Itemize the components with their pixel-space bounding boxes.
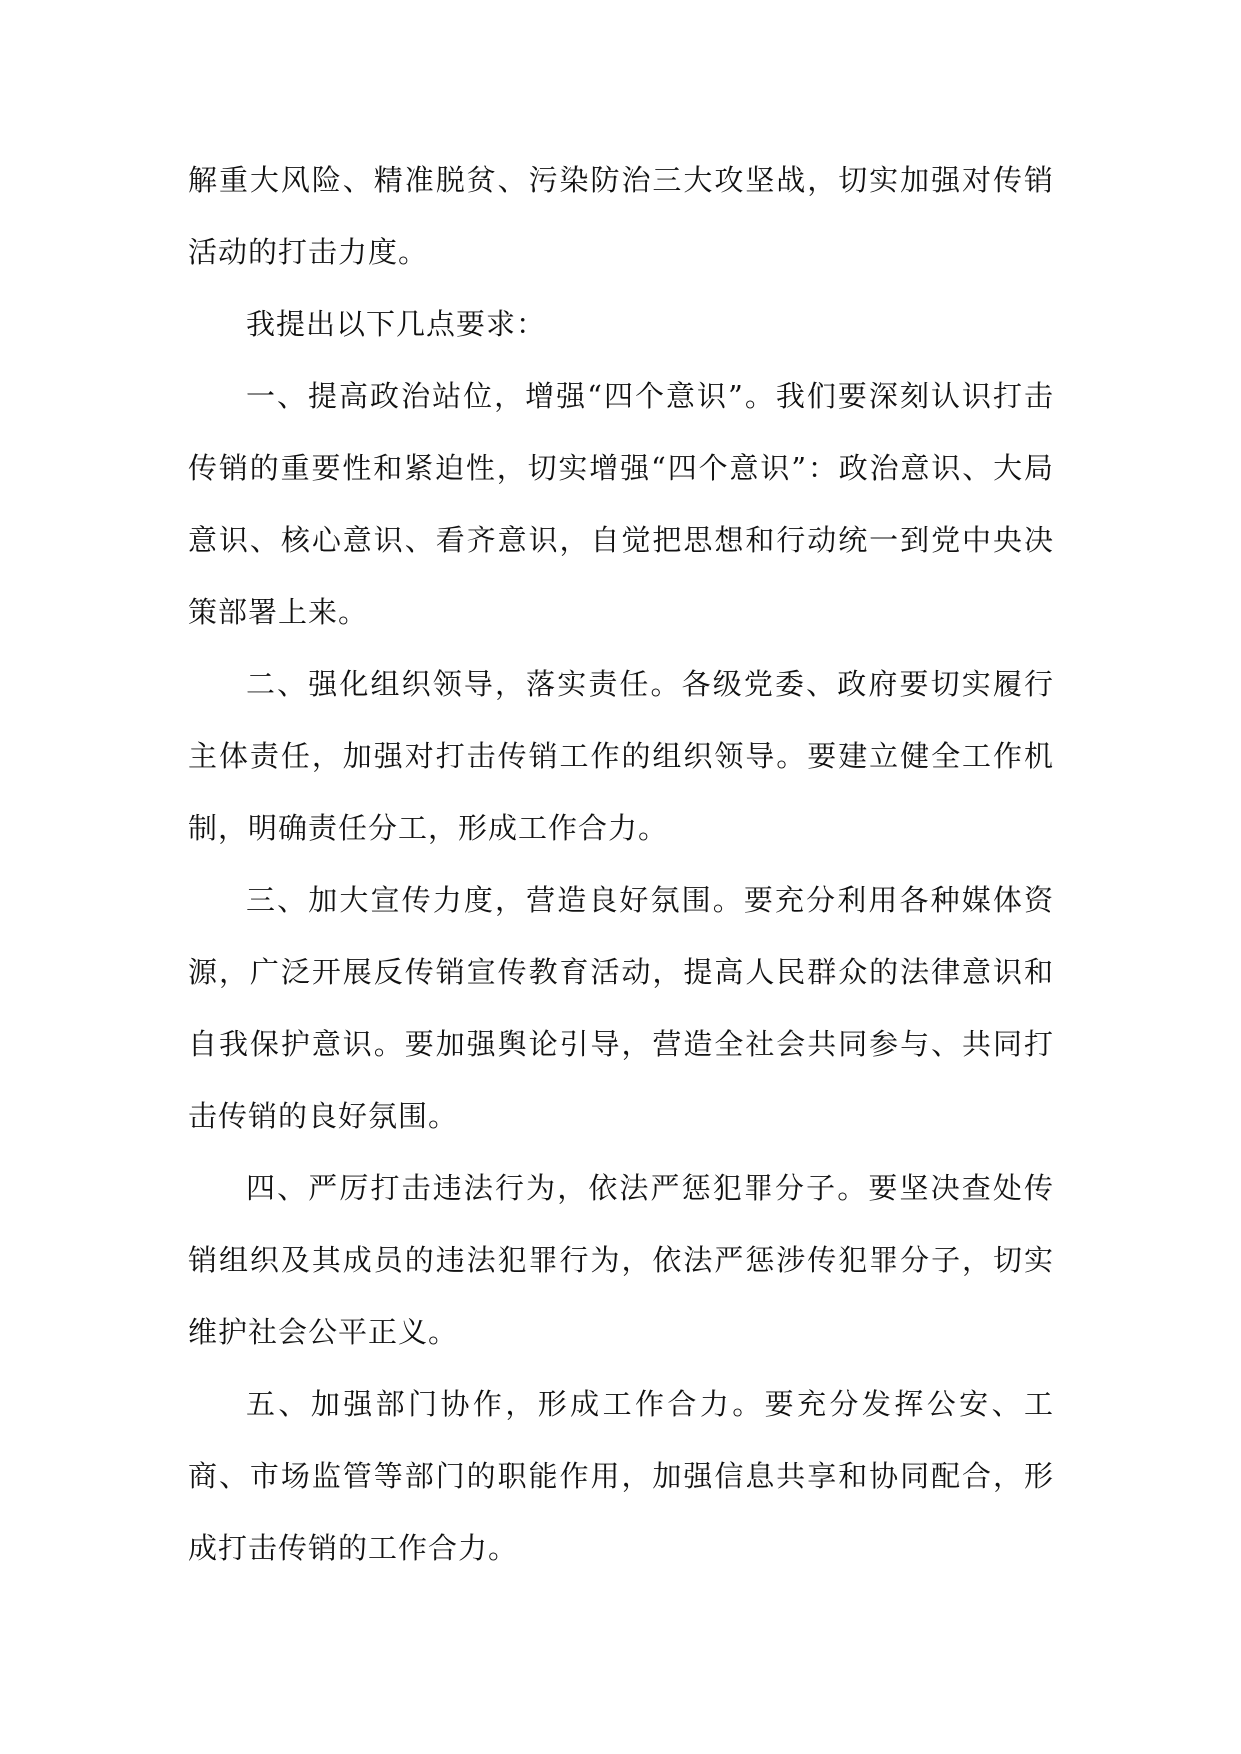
paragraph-point-1: 一、提高政治站位，增强“四个意识”。我们要深刻认识打击传销的重要性和紧迫性，切实增强“四个意识”：政治意识、大局意识、核心意识、看齐意识，自觉把思想和行动统一到党中央决策部署上来。 bbox=[188, 379, 1054, 629]
paragraph-point-4: 四、严厉打击违法行为，依法严惩犯罪分子。要坚决查处传销组织及其成员的违法犯罪行为，依法严惩涉传犯罪分子，切实维护社会公平正义。 bbox=[188, 1171, 1054, 1349]
paragraph-point-5: 五、加强部门协作，形成工作合力。要充分发挥公安、工商、市场监管等部门的职能作用，加强信息共享和协同配合，形成打击传销的工作合力。 bbox=[188, 1387, 1054, 1565]
paragraph-intro: 我提出以下几点要求： bbox=[246, 307, 547, 341]
document-body bbox=[188, 144, 1054, 1584]
paragraph-point-2: 二、强化组织领导，落实责任。各级党委、政府要切实履行主体责任，加强对打击传销工作的组织领导。要建立健全工作机制，明确责任分工，形成工作合力。 bbox=[188, 667, 1054, 845]
paragraph-point-3: 三、加大宣传力度，营造良好氛围。要充分利用各种媒体资源，广泛开展反传销宣传教育活动，提高人民群众的法律意识和自我保护意识。要加强舆论引导，营造全社会共同参与、共同打击传销的良好氛围。 bbox=[188, 883, 1054, 1133]
paragraph-continuation: 解重大风险、精准脱贫、污染防治三大攻坚战，切实加强对传销活动的打击力度。 bbox=[188, 163, 1054, 269]
